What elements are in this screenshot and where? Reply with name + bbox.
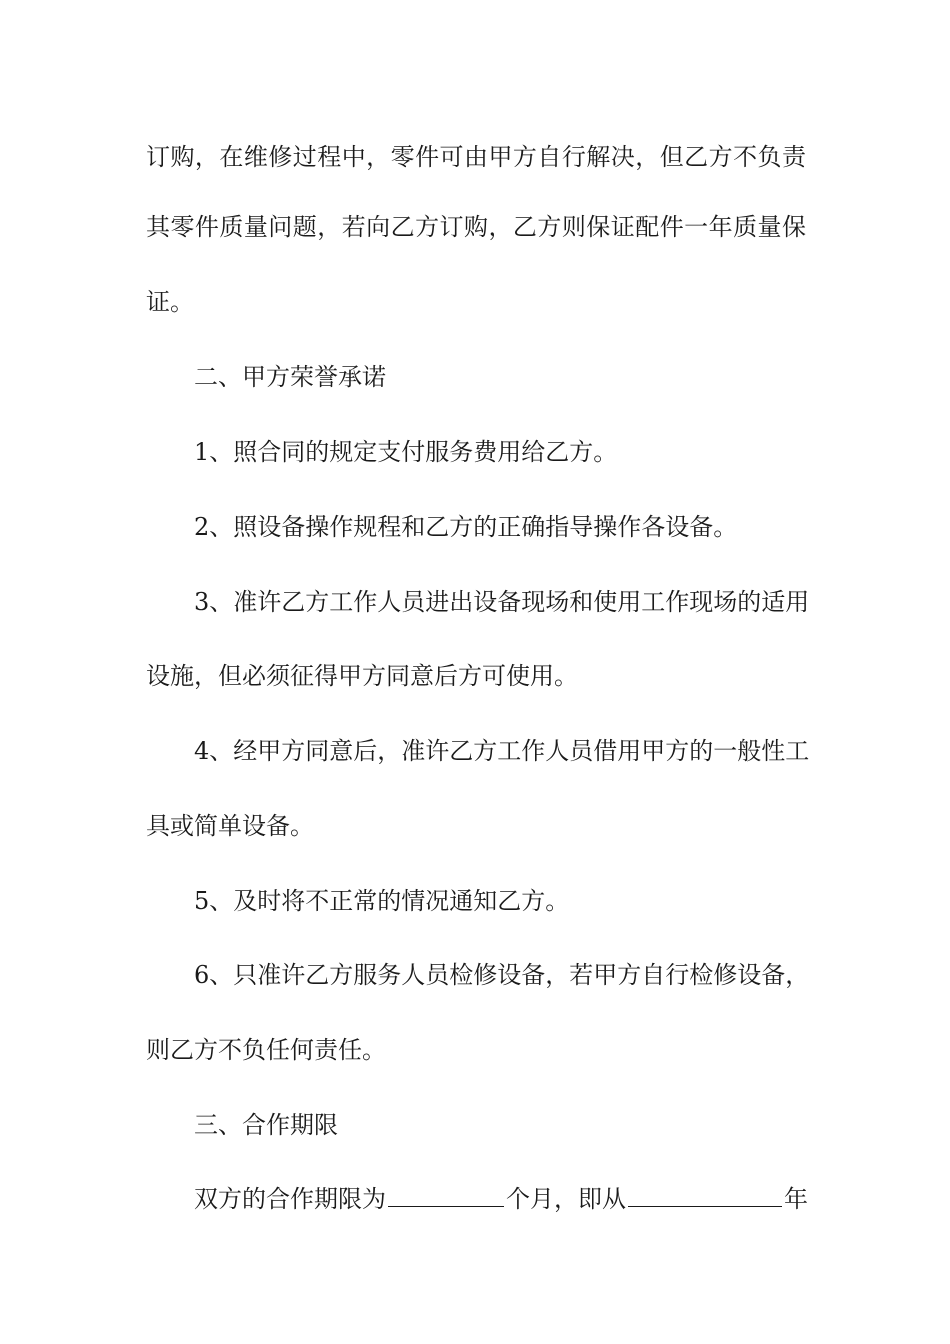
list-item: 3、准许乙方工作人员进出设备现场和使用工作现场的适用 xyxy=(194,588,810,616)
text-line: 则乙方不负任何责任。 xyxy=(146,1036,386,1064)
start-year-blank-field[interactable] xyxy=(628,1180,782,1207)
term-line xyxy=(194,1179,806,1219)
text-line: 证。 xyxy=(146,288,194,316)
text-line: 设施，但必须征得甲方同意后方可使用。 xyxy=(146,662,578,690)
text-line: 订购，在维修过程中，零件可由甲方自行解决，但乙方不负责 xyxy=(146,143,806,171)
section-heading: 二、甲方荣誉承诺 xyxy=(194,363,386,391)
section-heading: 三、合作期限 xyxy=(194,1111,338,1139)
text-line: 具或简单设备。 xyxy=(146,812,314,840)
text-line: 其零件质量问题，若向乙方订购，乙方则保证配件一年质量保 xyxy=(146,213,806,241)
term-text-1: 双方的合作期限为 xyxy=(194,1185,386,1213)
list-item: 6、只准许乙方服务人员检修设备，若甲方自行检修设备， xyxy=(194,961,810,989)
list-item: 1、照合同的规定支付服务费用给乙方。 xyxy=(194,438,618,466)
list-item: 5、及时将不正常的情况通知乙方。 xyxy=(194,887,570,915)
term-text-2: 个月，即从 xyxy=(506,1185,626,1213)
list-item: 2、照设备操作规程和乙方的正确指导操作各设备。 xyxy=(194,513,738,541)
list-item: 4、经甲方同意后，准许乙方工作人员借用甲方的一般性工 xyxy=(194,737,810,765)
term-text-3: 年 xyxy=(784,1185,808,1213)
months-blank-field[interactable] xyxy=(388,1180,504,1207)
